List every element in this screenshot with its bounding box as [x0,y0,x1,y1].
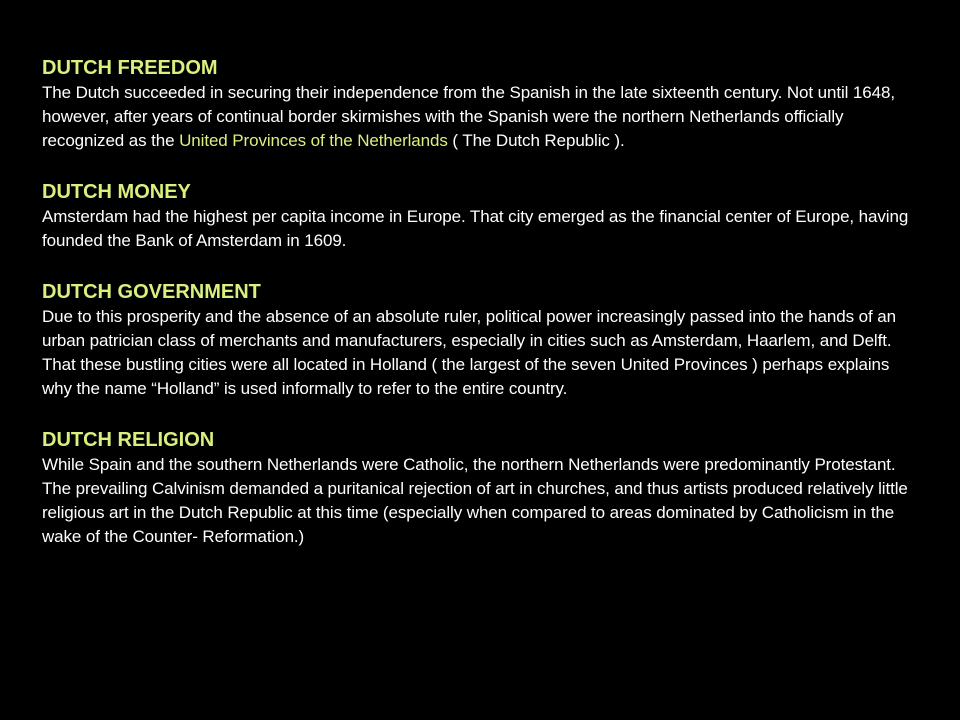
section-body: While Spain and the southern Netherlands were Catholic, the northern Netherlands were predominantly Protestant. The prevailing Calvinism demanded a puritanical rejection of art in churches, and thus artists produced relatively little religious art in the Dutch Republic at this time (especially when compared to areas dominated by Catholicism in the wake of the Counter- Reformation.) [42,455,908,546]
section-body-text-end: ( The Dutch Republic ). [447,131,625,150]
section-body [42,81,922,153]
section-body: Due to this prosperity and the absence of an absolute ruler, political power increasingly passed into the hands of an urban patrician class of merchants and manufacturers, especially in cities such as Amsterdam, Haarlem, and Delft. That these bustling cities were all located in Holland ( the largest of the seven United Provinces ) perhaps explains why the name “Holland” is used informally to refer to the entire country. [42,307,896,398]
section-heading: DUTCH FREEDOM [42,57,218,79]
highlighted-term: United Provinces of the Netherlands [179,131,448,150]
section-dutch-religion [42,427,922,549]
section-dutch-government [42,279,922,401]
section-dutch-money [42,179,922,253]
section-heading: DUTCH RELIGION [42,429,215,451]
section-body-text: The Dutch succeeded in securing their independence from the Spanish in the late sixteenth century. Not until 1648, however, after years of continual border skirmishes with the Spanish were the northern Netherlands officially recognized as the [42,83,895,150]
section-heading: DUTCH GOVERNMENT [42,281,261,303]
section-body: Amsterdam had the highest per capita income in Europe. That city emerged as the financial center of Europe, having founded the Bank of Amsterdam in 1609. [42,207,909,250]
section-dutch-freedom [42,55,922,153]
section-heading: DUTCH MONEY [42,181,191,203]
slide-content [42,55,922,575]
